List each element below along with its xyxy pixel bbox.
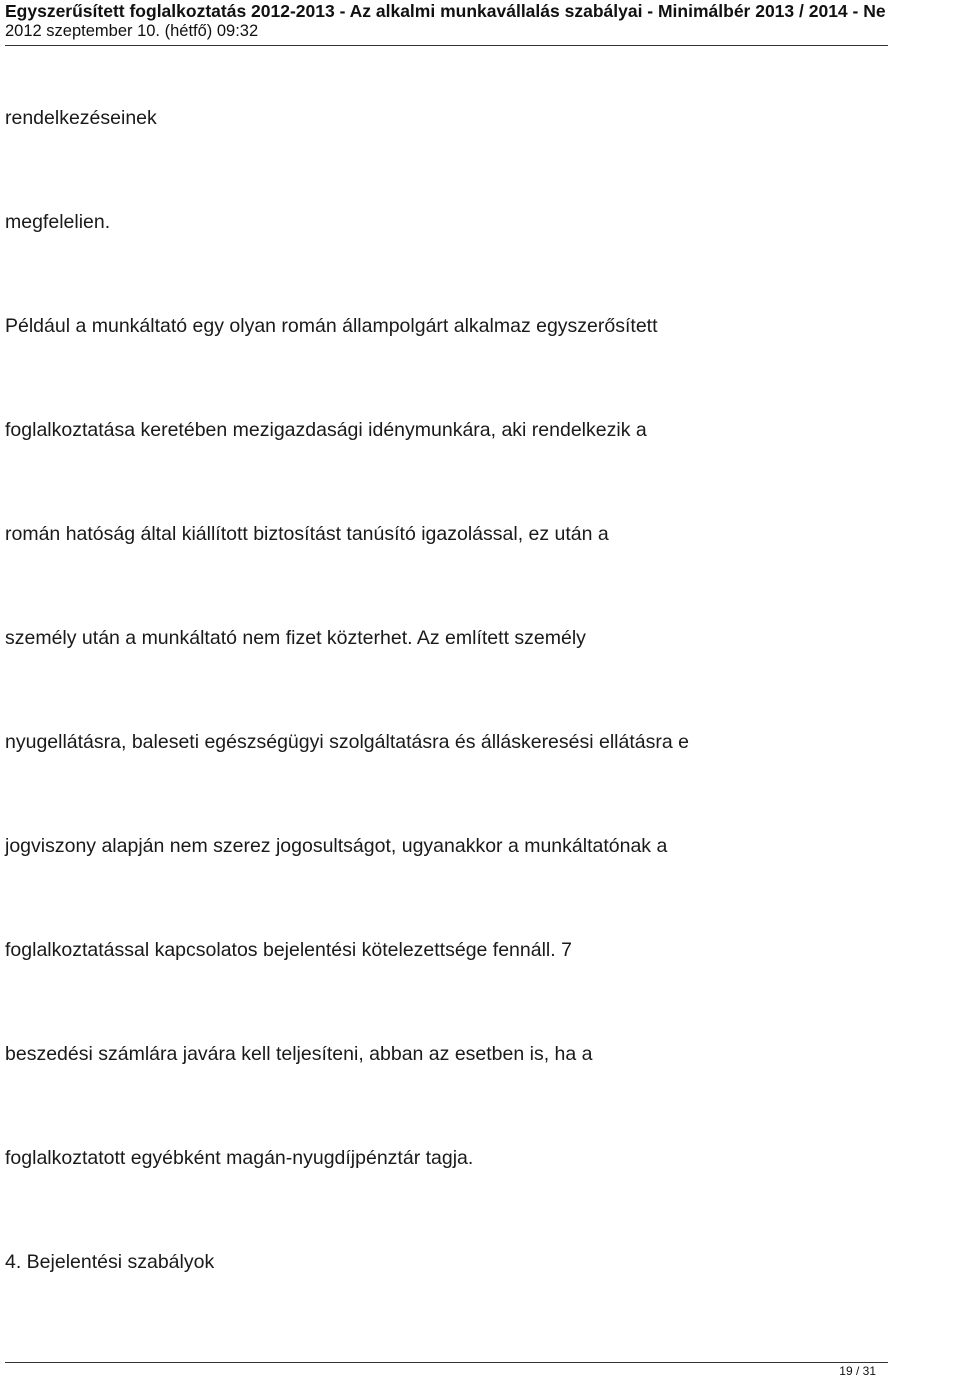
body-line: megfelelien. bbox=[5, 211, 111, 233]
footer-divider bbox=[5, 1362, 888, 1363]
body-line: nyugellátásra, baleseti egészségügyi szolgáltatásra és álláskeresési ellátásra e bbox=[5, 731, 689, 753]
body-line: Például a munkáltató egy olyan román állampolgárt alkalmaz egyszerősített bbox=[5, 315, 658, 337]
body-line: foglalkoztatása keretében mezigazdasági idénymunkára, aki rendelkezik a bbox=[5, 419, 647, 441]
page-number: 19 / 31 bbox=[839, 1364, 876, 1378]
body-line: személy után a munkáltató nem fizet közterhet. Az említett személy bbox=[5, 627, 586, 649]
body-line: jogviszony alapján nem szerez jogosultságot, ugyanakkor a munkáltatónak a bbox=[5, 835, 668, 857]
document-datetime: 2012 szeptember 10. (hétfő) 09:32 bbox=[5, 22, 259, 40]
body-line: rendelkezéseinek bbox=[5, 107, 157, 129]
body-line: román hatóság által kiállított biztosítást tanúsító igazolással, ez után a bbox=[5, 523, 609, 545]
body-line: foglalkoztatott egyébként magán-nyugdíjpénztár tagja. bbox=[5, 1147, 474, 1169]
header-divider bbox=[5, 45, 888, 46]
document-title: Egyszerűsített foglalkoztatás 2012-2013 - Az alkalmi munkavállalás szabályai - Minimálbér 2013 / 2014 - Ne bbox=[5, 1, 886, 21]
body-line: foglalkoztatással kapcsolatos bejelentési kötelezettsége fennáll. 7 bbox=[5, 939, 572, 961]
section-heading: 4. Bejelentési szabályok bbox=[5, 1251, 215, 1273]
body-line: beszedési számlára javára kell teljesíteni, abban az esetben is, ha a bbox=[5, 1043, 593, 1065]
